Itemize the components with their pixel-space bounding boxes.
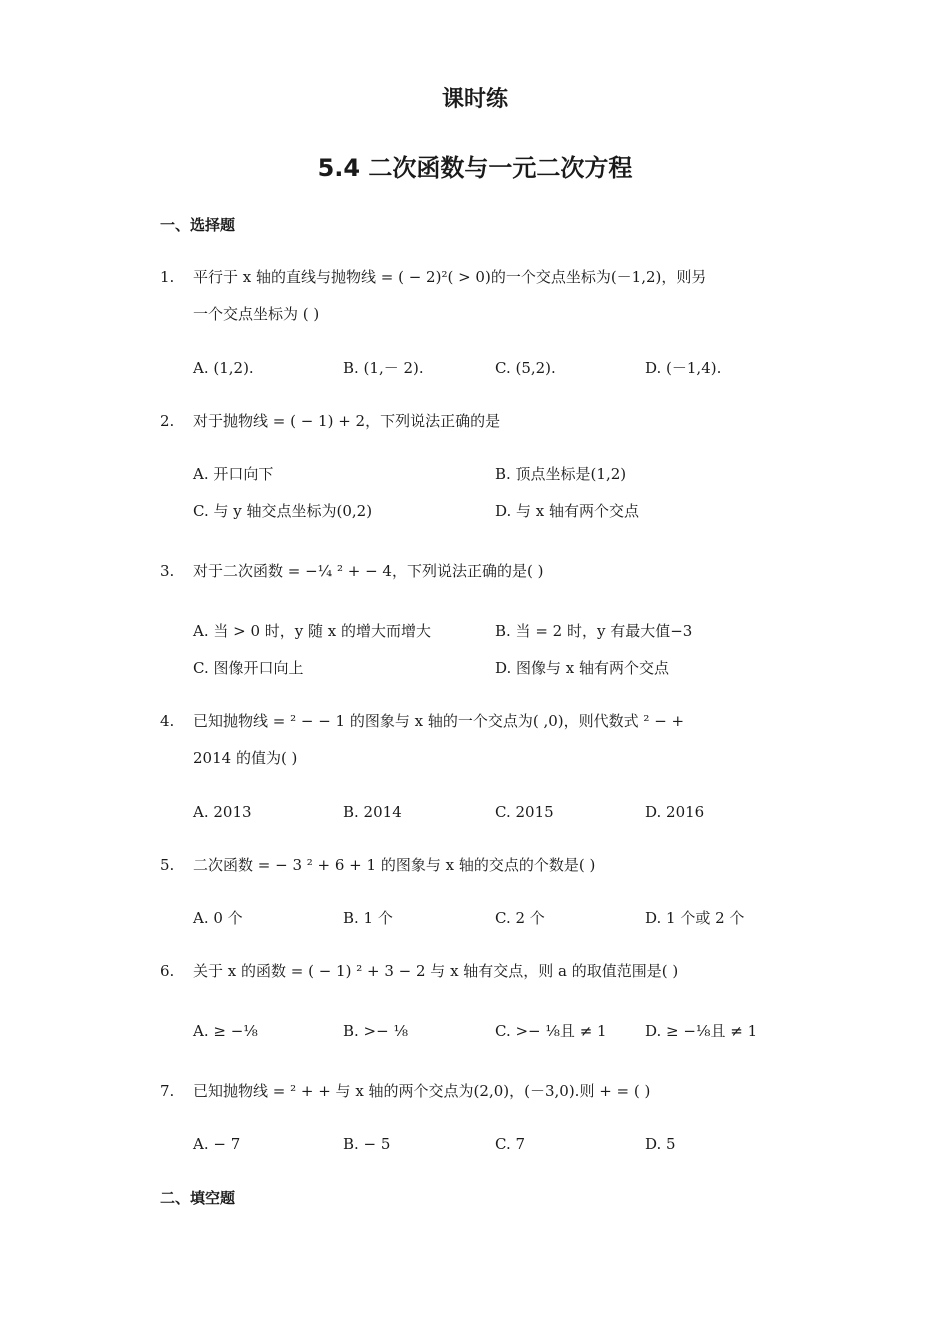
option-c: C. 2 个 xyxy=(495,909,545,927)
question-text: 对于二次函数 = −¼ ² + − 4，下列说法正确的是( ) xyxy=(193,562,544,580)
question-number: 1. xyxy=(160,268,175,286)
option-d: D. 1 个或 2 个 xyxy=(645,909,745,927)
page-subtitle: 5.4 二次函数与一元二次方程 xyxy=(317,154,633,182)
question-text: 已知抛物线 = ² + + 与 x 轴的两个交点为(2,0)，(－3,0).则 + = ( ) xyxy=(193,1082,651,1100)
question-text-line2: 一个交点坐标为 ( ) xyxy=(193,305,320,323)
question-text: 二次函数 = − 3 ² + 6 + 1 的图象与 x 轴的交点的个数是( ) xyxy=(193,856,596,874)
option-c: C. 2015 xyxy=(495,803,554,821)
option-a: A. ≥ −⅛ xyxy=(193,1022,258,1040)
question-text: 关于 x 的函数 = ( − 1) ² + 3 − 2 与 x 轴有交点，则 a 的取值范围是( ) xyxy=(193,962,679,980)
option-b: B. − 5 xyxy=(343,1135,391,1153)
option-a: A. 0 个 xyxy=(193,909,243,927)
question-number: 6. xyxy=(160,962,175,980)
question-number: 4. xyxy=(160,712,175,730)
option-b: B. (1,－ 2). xyxy=(343,359,424,377)
option-b: B. 顶点坐标是(1,2) xyxy=(495,465,627,483)
option-b: B. 当 = 2 时，y 有最大值−3 xyxy=(495,622,693,640)
option-a: A. 2013 xyxy=(193,803,252,821)
option-d: D. 与 x 轴有两个交点 xyxy=(495,502,640,520)
section-heading-fill: 二、填空题 xyxy=(160,1189,236,1207)
question-text: 平行于 x 轴的直线与抛物线 = ( − 2)²( > 0)的一个交点坐标为(－1,2)，则另 xyxy=(193,268,707,286)
question-number: 2. xyxy=(160,412,175,430)
option-a: A. 开口向下 xyxy=(193,465,274,483)
option-d: D. ≥ −⅛且 ≠ 1 xyxy=(645,1022,758,1040)
question-number: 5. xyxy=(160,856,175,874)
option-c: C. 7 xyxy=(495,1135,526,1153)
option-d: D. (－1,4). xyxy=(645,359,722,377)
section-heading-choice: 一、选择题 xyxy=(160,216,236,234)
option-b: B. >− ⅛ xyxy=(343,1022,409,1040)
option-d: D. 图像与 x 轴有两个交点 xyxy=(495,659,670,677)
option-a: A. − 7 xyxy=(193,1135,241,1153)
question-number: 7. xyxy=(160,1082,175,1100)
question-text: 已知抛物线 = ² − − 1 的图象与 x 轴的一个交点为( ,0)，则代数式 ² − + xyxy=(193,712,685,730)
page-title: 课时练 xyxy=(441,87,508,112)
question-number: 3. xyxy=(160,562,175,580)
option-b: B. 2014 xyxy=(343,803,402,821)
option-a: A. 当 > 0 时，y 随 x 的增大而增大 xyxy=(193,622,432,640)
option-d: D. 2016 xyxy=(645,803,705,821)
option-c: C. 图像开口向上 xyxy=(193,659,304,677)
option-c: C. >− ⅛且 ≠ 1 xyxy=(495,1022,607,1040)
option-c: C. 与 y 轴交点坐标为(0,2) xyxy=(193,502,373,520)
option-c: C. (5,2). xyxy=(495,359,556,377)
option-a: A. (1,2). xyxy=(193,359,254,377)
question-text: 对于抛物线 = ( − 1) + 2，下列说法正确的是 xyxy=(193,412,501,430)
question-text-line2: 2014 的值为( ) xyxy=(193,749,298,767)
option-d: D. 5 xyxy=(645,1135,676,1153)
option-b: B. 1 个 xyxy=(343,909,393,927)
